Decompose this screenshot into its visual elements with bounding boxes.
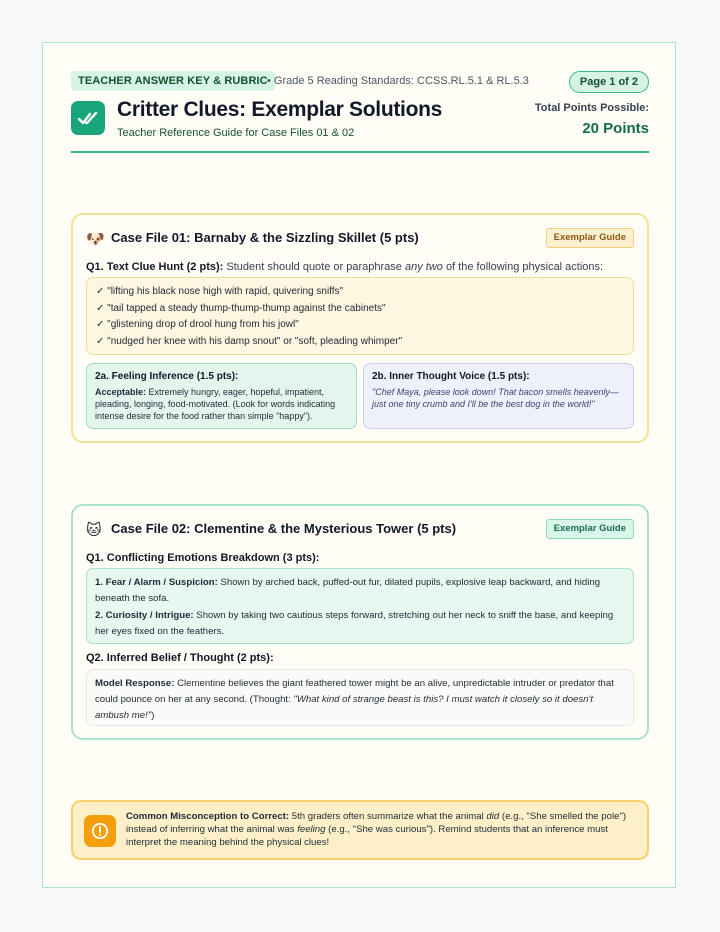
q1-conflicting-emotions bbox=[86, 552, 319, 564]
q1-text-emphasis: any two bbox=[404, 261, 443, 273]
alert-circle-icon bbox=[84, 815, 116, 847]
exemplar-guide-badge: Exemplar Guide bbox=[546, 519, 634, 539]
page-badge: Page 1 of 2 bbox=[569, 71, 649, 93]
model-response-text: Clementine believes the giant feathered tower might be an alive, unpredictable intruder or predator that could pounce on her at any second. (Thought: bbox=[95, 678, 614, 705]
exemplar-guide-badge: Exemplar Guide bbox=[546, 228, 634, 248]
feeling-inference-title: 2a. Feeling Inference (1.5 pts): bbox=[95, 371, 239, 382]
q1-text-a: Student should quote or paraphrase bbox=[226, 261, 402, 273]
q1-label: Q1. Text Clue Hunt (2 pts): bbox=[86, 261, 224, 273]
misconception-part-3: (e.g., "She was curious"). Remind students that an inference must interpret the meaning behind the physical clues! bbox=[126, 823, 608, 848]
emotion-fear bbox=[95, 575, 625, 607]
model-response-box bbox=[86, 669, 634, 726]
case-file-02-title: Case File 02: Clementine & the Mysterious Tower (5 pts) bbox=[111, 521, 457, 536]
emotion-curiosity bbox=[95, 608, 625, 640]
emotion-fear-text: Shown by arched back, puffed-out fur, dilated pupils, explosive leap backward, and hiding beneath the sofa. bbox=[95, 577, 601, 604]
list-item: ✓ "nudged her knee with his damp snout" or "soft, pleading whimper" bbox=[96, 335, 403, 347]
model-response-label: Model Response: bbox=[95, 678, 175, 689]
emotion-curiosity-text: Shown by taking two cautious steps forward, stretching out her neck to sniff the base, and keeping her eyes fixed on the feathers. bbox=[95, 610, 614, 637]
header-divider bbox=[71, 151, 649, 153]
double-check-icon bbox=[71, 101, 105, 135]
misconception-emphasis-feeling: feeling bbox=[297, 823, 326, 835]
list-item: ✓ "tail tapped a steady thump-thump-thump against the cabinets" bbox=[96, 302, 386, 314]
q1-label: Q1. Conflicting Emotions Breakdown (3 pts): bbox=[86, 552, 320, 564]
total-points-label: Total Points Possible: bbox=[534, 102, 649, 114]
answer-key-tag: TEACHER ANSWER KEY & RUBRIC bbox=[71, 71, 275, 91]
feeling-inference-box bbox=[86, 363, 357, 429]
misconception-part-1: 5th graders often summarize what the animal bbox=[291, 811, 484, 822]
cat-icon: 🐱 bbox=[86, 522, 102, 539]
q1-text-clue-hunt bbox=[86, 261, 603, 273]
page-subtitle: Teacher Reference Guide for Case Files 01 & 02 bbox=[117, 127, 355, 139]
acceptable-text: Extremely hungry, eager, hopeful, impatient, pleading, longing, food-motivated. (Look for words indicating intense desire for the food rather than simple "happy"). bbox=[95, 387, 336, 421]
emotion-curiosity-label: 2. Curiosity / Intrigue: bbox=[95, 610, 194, 621]
inner-thought-title: 2b. Inner Thought Voice (1.5 pts): bbox=[372, 371, 530, 382]
misconception-label: Common Misconception to Correct: bbox=[126, 811, 290, 822]
case-file-02-card bbox=[71, 504, 649, 740]
model-response-close: ) bbox=[151, 710, 155, 721]
emotions-box bbox=[86, 568, 634, 644]
acceptable-label: Acceptable: bbox=[95, 387, 147, 397]
misconception-part-2: (e.g., "She smelled the pole") instead of inferring what the animal was bbox=[126, 811, 627, 835]
q1-text-b: of the following physical actions: bbox=[445, 261, 604, 273]
case-file-01-card bbox=[71, 213, 649, 443]
list-item: ✓ "glistening drop of drool hung from his jowl" bbox=[96, 319, 299, 330]
feeling-inference-text bbox=[95, 386, 348, 422]
list-item: ✓ "lifting his black nose high with rapid, quivering sniffs" bbox=[96, 286, 344, 297]
misconception-emphasis-did: did bbox=[486, 811, 500, 822]
misconception-callout bbox=[71, 800, 649, 860]
dog-icon: 🐶 bbox=[86, 231, 105, 248]
model-response-quote: "What kind of strange beast is this? I must watch it closely so it doesn't ambush me!" bbox=[95, 694, 594, 721]
emotion-fear-label: 1. Fear / Alarm / Suspicion: bbox=[95, 577, 218, 588]
inner-thought-box bbox=[363, 363, 634, 429]
inner-thought-text: "Chef Maya, please look down! That bacon smells heavenly—just one tiny crumb and I'll be the best dog in the world!" bbox=[372, 387, 619, 409]
case-file-01-title: Case File 01: Barnaby & the Sizzling Skillet (5 pts) bbox=[111, 230, 419, 245]
clue-list bbox=[86, 277, 634, 355]
q2-inferred-belief bbox=[86, 652, 274, 664]
answer-key-page bbox=[42, 42, 676, 888]
q2-label: Q2. Inferred Belief / Thought (2 pts): bbox=[86, 652, 274, 664]
misconception-text bbox=[126, 811, 638, 849]
total-points-value: 20 Points bbox=[582, 120, 649, 137]
standards-label: • Grade 5 Reading Standards: CCSS.RL.5.1 & RL.5.3 bbox=[267, 75, 529, 87]
page-title: Critter Clues: Exemplar Solutions bbox=[117, 98, 443, 121]
